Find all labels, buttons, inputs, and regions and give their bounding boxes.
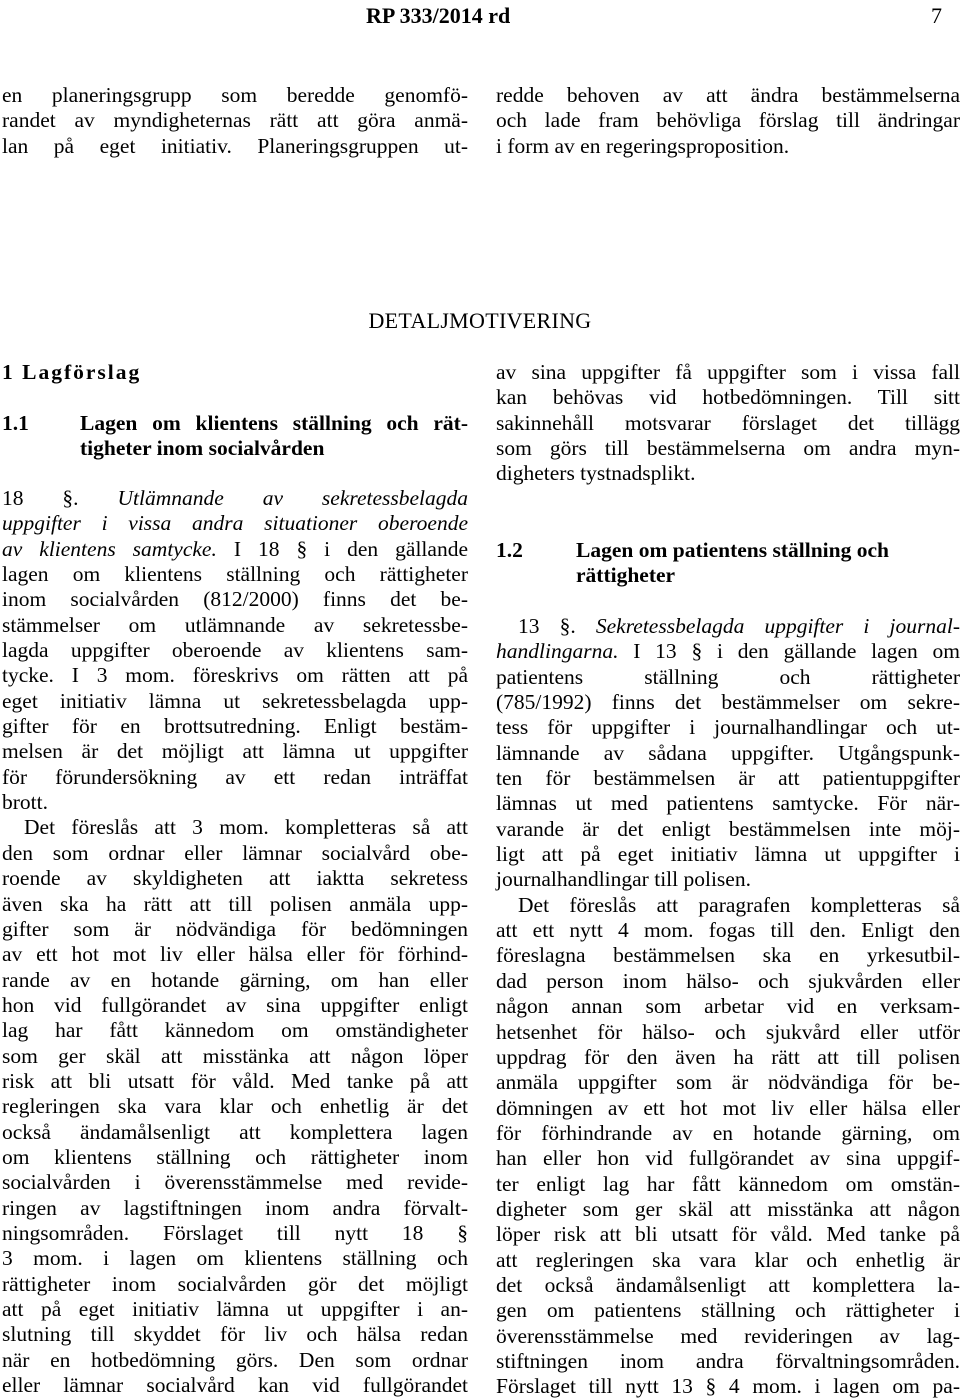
text-line: löper risk att bli utsatt för våld. Med tanke på <box>496 1222 960 1247</box>
text-line: socialvården i överensstämmelse med revide- <box>2 1170 468 1195</box>
text-line: eget initiativ lämna ut sekretessbelagda upp- <box>2 688 468 713</box>
text-line: lämnas ut med patientens samtycke. För när- <box>496 791 960 816</box>
paragraph-number: 18 §. <box>2 486 79 510</box>
text-line <box>2 486 468 511</box>
page-number: 7 <box>931 3 942 28</box>
text-line <box>496 614 960 639</box>
paragraph-title: Sekretessbelagda uppgifter i journal- <box>595 614 960 638</box>
text-line: inom socialvården (812/2000) finns det be- <box>2 587 468 612</box>
text-line: dad person inom hälso- och sjukvården eller <box>496 968 960 993</box>
text-line: uppdrag för den även ha rätt att till polisen <box>496 1044 960 1069</box>
text-line: ter enligt lag har fått kännedom om omstän- <box>496 1171 960 1196</box>
text-line: ligt att på eget initiativ lämna ut uppgifter i <box>496 842 960 867</box>
text-line: Det föreslås att 3 mom. kompletteras så att <box>24 815 468 840</box>
top-right-text <box>496 83 960 159</box>
paragraph-title: handlingarna. <box>496 639 619 664</box>
text-line: risk att bli utsatt för våld. Med tanke på att <box>2 1068 468 1093</box>
text-line: ringen av lagstiftningen inom andra förvalt- <box>2 1195 468 1220</box>
text-line: roende av skyldigheten att iaktta sekretess <box>2 866 468 891</box>
text-line: en planeringsgrupp som beredde genomfö- <box>2 83 468 107</box>
text-line: slutning till skyddet för liv och hälsa redan <box>2 1322 468 1347</box>
text-line: av sina uppgifter få uppgifter som i vissa fall <box>496 360 960 384</box>
text-line: i form av en regeringsproposition. <box>496 133 790 158</box>
right-column-body <box>496 614 960 1400</box>
text-line: som ger skäl att misstänka att någon löper <box>2 1043 468 1068</box>
text-line: regleringen ska vara klar och enhetlig är det <box>2 1094 468 1119</box>
text-line: 3 mom. i lagen om klientens ställning och <box>2 1246 468 1271</box>
text-line: lagda uppgifter oberoende av klientens sam- <box>2 638 468 663</box>
text-line: någon annan som arbetar vid en verksam- <box>496 994 960 1019</box>
text-line: varande är det enligt bestämmelsen inte möj- <box>496 816 960 841</box>
text-line: att regleringen ska vara klar och enhetlig är <box>496 1247 960 1272</box>
text-line: när en hotbedömning görs. Den som ordnar <box>2 1347 468 1372</box>
paragraph-number: 13 §. <box>518 614 576 638</box>
right-column-intro <box>496 360 960 487</box>
text-line: ten för bestämmelsen är att patientuppgifter <box>496 766 960 791</box>
text-line: kan behövas vid hotbedömningen. Till sitt <box>496 385 960 410</box>
text-line: digheters tystnadsplikt. <box>496 461 696 486</box>
text-line: han eller hon vid fullgörandet av sina uppgif- <box>496 1146 960 1171</box>
paragraph-title: Utlämnande av sekretessbelagda <box>117 486 469 510</box>
text-line: patientens ställning och rättigheter <box>496 664 960 689</box>
text-line: Förslaget till nytt 13 § 4 mom. i lagen om pa- <box>496 1374 960 1399</box>
text-line: och lade fram behövliga förslag till ändringar <box>496 108 960 133</box>
left-column-body <box>2 486 468 1398</box>
text-line: stämmelser om utlämnande av sekretessbe- <box>2 612 468 637</box>
text-line: brott. <box>2 790 48 815</box>
document-id: RP 333/2014 rd <box>366 3 511 28</box>
text-line: det också ändamålsenligt att komplettera la- <box>496 1272 960 1297</box>
text-line: journalhandlingar till polisen. <box>496 867 751 892</box>
text-line: hon vid fullgörandet av sina uppgifter enligt <box>2 992 468 1017</box>
text-line: för förhindrande av en hotande gärning, om <box>496 1120 960 1145</box>
detaljmotivering-heading: DETALJMOTIVERING <box>368 308 592 333</box>
text-line <box>2 537 468 562</box>
text-line: lämnande av sådana uppgifter. Utgångspunk- <box>496 740 960 765</box>
text-line: sakinnehåll motsvarar förslaget det tillägg <box>496 410 960 435</box>
text-line: den som ordnar eller lämnar socialvård obe- <box>2 840 468 865</box>
section-1-heading: 1 Lagförslag <box>2 360 142 384</box>
text-line: Det föreslås att paragrafen kompletteras så <box>518 892 960 917</box>
text-span: I 18 § i den gällande <box>216 536 468 561</box>
paragraph-title: uppgifter i vissa andra situationer oberoende <box>2 511 468 536</box>
section-number: 1.1 <box>2 411 29 435</box>
text-line: randet av myndigheternas rätt att göra anmä- <box>2 108 468 133</box>
text-line: anmäla uppgifter som är nödvändiga för be- <box>496 1070 960 1095</box>
section-title-line: tigheter inom socialvården <box>80 436 325 460</box>
text-line: hetsenhet för hälso- och sjukvård eller utför <box>496 1019 960 1044</box>
text-line: som görs till bestämmelserna om andra myn- <box>496 436 960 461</box>
text-line: att ett nytt 4 mom. fogas till den. Enligt den <box>496 918 960 943</box>
text-span: I 13 § i den gällande lagen om <box>618 639 960 664</box>
text-line: stiftningen inom andra förvaltningsområden. <box>496 1348 960 1373</box>
section-title-line: Lagen om patientens ställning och <box>576 538 889 562</box>
text-line: också ändamålsenligt att komplettera lagen <box>2 1119 468 1144</box>
text-line: melsen är det möjligt att lämna ut uppgifter <box>2 739 468 764</box>
text-line: redde behoven av att ändra bestämmelserna <box>496 83 960 107</box>
text-line: ningsområden. Förslaget till nytt 18 § <box>2 1220 468 1245</box>
text-line: (785/1992) finns det bestämmelser om sekre- <box>496 690 960 715</box>
text-line: lan på eget initiativ. Planeringsgruppen ut- <box>2 133 468 158</box>
text-line: rande av en hotande gärning, om han eller <box>2 967 468 992</box>
text-line: även ska ha rätt att till polisen anmäla upp- <box>2 891 468 916</box>
text-line: av ett hot mot liv eller hälsa eller för förhind- <box>2 942 468 967</box>
text-line: eller lämnar socialvård kan vid fullgörandet <box>2 1373 468 1398</box>
text-line: digheter som ger skäl att misstänka att någon <box>496 1196 960 1221</box>
text-line: gen om patientens ställning och rättigheter i <box>496 1298 960 1323</box>
text-line: gifter som är nödvändiga för bedömningen <box>2 916 468 941</box>
text-line: lagen om klientens ställning och rättigheter <box>2 562 468 587</box>
text-line: dömningen av ett hot mot liv eller hälsa eller <box>496 1095 960 1120</box>
text-line: för förundersökning av ett redan inträffat <box>2 764 468 789</box>
section-title-line: rättigheter <box>576 563 676 587</box>
text-line: rättigheter inom socialvården gör det möjligt <box>2 1271 468 1296</box>
text-line: om klientens ställning och rättigheter inom <box>2 1144 468 1169</box>
page-header <box>0 3 960 33</box>
text-line: lag har fått kännedom om omständigheter <box>2 1018 468 1043</box>
section-title-line: Lagen om klientens ställning och rät- <box>80 411 468 435</box>
top-left-text <box>2 83 468 159</box>
text-line <box>496 639 960 664</box>
text-line: tycke. I 3 mom. föreskrivs om rätten att på <box>2 663 468 688</box>
section-number: 1.2 <box>496 538 523 562</box>
text-line: gifter för en brottsutredning. Enligt bestäm- <box>2 714 468 739</box>
paragraph-title: av klientens samtycke. <box>2 536 217 561</box>
text-line: att på eget initiativ lämna ut uppgifter i an- <box>2 1297 468 1321</box>
text-line: överensstämmelse med revideringen av lag- <box>496 1323 960 1348</box>
text-line: tess för uppgifter i journalhandlingar och ut- <box>496 715 960 740</box>
text-line: föreslagna bestämmelsen ska en yrkesutbil- <box>496 943 960 968</box>
